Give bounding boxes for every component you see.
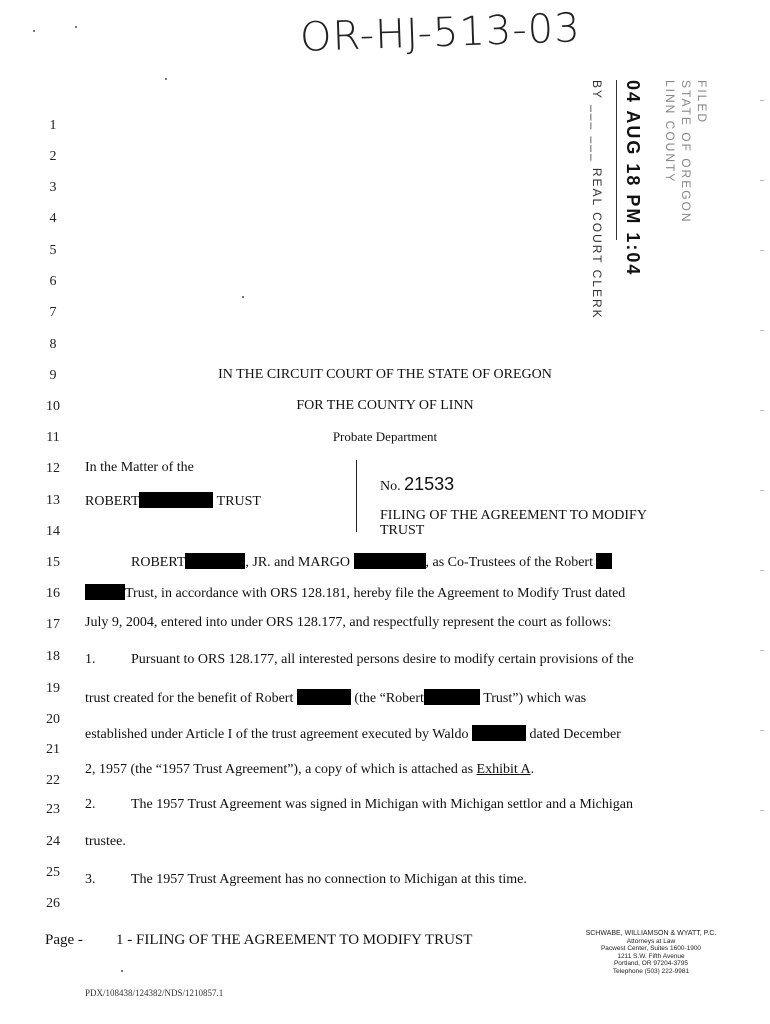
line-number: 14 <box>46 524 60 539</box>
firm-name: SCHWABE, WILLIAMSON & WYATT, P.C. <box>585 930 717 937</box>
line-number: 6 <box>49 274 57 289</box>
redaction-bar <box>354 553 426 569</box>
text-run: ROBERT <box>131 555 186 570</box>
body-line-15 <box>131 553 612 571</box>
paragraph-1-number: 1. <box>85 652 96 667</box>
scan-speck <box>165 78 167 80</box>
line-number: 15 <box>46 555 60 570</box>
court-county: FOR THE COUNTY OF LINN <box>296 398 474 413</box>
text-run: , as Co-Trustees of the Robert <box>425 555 593 570</box>
scan-artifact <box>760 810 764 811</box>
scan-artifact <box>760 650 764 651</box>
line-number: 26 <box>46 896 60 911</box>
redaction-bar <box>139 492 213 508</box>
firm-address-2: 1211 S.W. Fifth Avenue <box>617 952 685 960</box>
text-run: Trust”) which was <box>483 691 587 706</box>
scan-artifact <box>760 490 764 491</box>
case-number: 21533 <box>404 474 455 494</box>
redaction-bar <box>424 689 480 705</box>
line-number: 18 <box>46 649 60 664</box>
line-number: 12 <box>46 461 60 476</box>
stamp-filed-block <box>662 80 710 224</box>
redaction-bar <box>85 584 125 600</box>
case-number-block <box>380 474 454 495</box>
scan-artifact <box>760 730 764 731</box>
body-line-17: July 9, 2004, entered into under ORS 128.177, and respectfully represent the court as follows: <box>85 615 612 630</box>
scan-artifact <box>760 330 764 331</box>
page-label: Page - <box>45 932 83 948</box>
scan-artifact <box>760 410 764 411</box>
text-run: 2, 1957 (the “1957 Trust Agreement”), a copy of which is attached as <box>85 762 474 777</box>
text-run: . <box>530 762 535 777</box>
line-number: 9 <box>49 368 57 383</box>
stamp-bracket <box>606 80 617 240</box>
line-number: 11 <box>46 430 60 445</box>
text-run: Trust, in accordance with ORS 128.181, hereby file the Agreement to Modify Trust dated <box>125 586 626 601</box>
paragraph-2-line-1: The 1957 Trust Agreement was signed in Michigan with Michigan settlor and a Michigan <box>131 797 633 812</box>
line-number: 4 <box>49 211 57 226</box>
stamp-county: LINN COUNTY <box>663 80 677 184</box>
line-number: 10 <box>46 399 60 414</box>
caption-matter-of: In the Matter of the <box>85 460 194 475</box>
redaction-bar <box>297 689 351 705</box>
law-firm-block <box>576 930 726 975</box>
scan-artifact <box>760 570 764 571</box>
scan-speck <box>75 26 77 28</box>
line-number: 3 <box>49 180 57 195</box>
line-number: 1 <box>49 118 57 133</box>
paragraph-1-line-1: Pursuant to ORS 128.177, all interested persons desire to modify certain provisions of the <box>131 652 634 667</box>
stamp-clerk-line: BY ___ ___ REAL COURT CLERK <box>590 80 604 320</box>
line-number: 7 <box>49 305 57 320</box>
redaction-bar <box>185 553 245 569</box>
stamp-state: STATE OF OREGON <box>679 80 693 224</box>
paragraph-2-number: 2. <box>85 797 96 812</box>
paragraph-1-line-4 <box>85 762 534 778</box>
line-number: 19 <box>46 681 60 696</box>
paragraph-1-line-3 <box>85 725 621 743</box>
line-number: 17 <box>46 617 60 632</box>
stamp-date-time: 04 AUG 18 PM 1:04 <box>623 80 643 277</box>
paragraph-2-line-2: trustee. <box>85 834 126 849</box>
scan-speck <box>242 296 244 298</box>
line-number: 8 <box>49 337 57 352</box>
scan-artifact <box>760 180 764 181</box>
caption-matter-name <box>85 492 261 510</box>
line-number: 21 <box>46 742 60 757</box>
stamp-filed: FILED <box>695 80 709 125</box>
text-run: trust created for the benefit of Robert <box>85 691 294 706</box>
scan-artifact <box>760 250 764 251</box>
line-number: 5 <box>49 243 57 258</box>
redaction-bar <box>472 725 526 741</box>
caption-divider <box>356 460 357 532</box>
text-run: dated December <box>529 727 621 742</box>
case-number-label: No. <box>380 479 401 494</box>
scan-artifact <box>760 100 764 101</box>
line-number: 13 <box>46 493 60 508</box>
scan-speck <box>121 970 123 972</box>
body-line-16 <box>85 584 625 602</box>
text-run: , JR. and MARGO <box>245 555 351 570</box>
line-number: 16 <box>46 586 60 601</box>
caption-name-first: ROBERT <box>85 494 140 509</box>
caption-name-trust: TRUST <box>216 494 261 509</box>
document-id: PDX/108438/124382/NDS/1210857.1 <box>85 988 224 998</box>
redaction-bar <box>596 553 612 569</box>
line-number: 23 <box>46 802 60 817</box>
footer-title: 1 - FILING OF THE AGREEMENT TO MODIFY TRUST <box>116 932 473 948</box>
paragraph-3-number: 3. <box>85 872 96 887</box>
paragraph-1-line-2 <box>85 689 586 707</box>
filing-stamp <box>590 80 709 320</box>
paragraph-3-line-1: The 1957 Trust Agreement has no connection to Michigan at this time. <box>131 872 527 887</box>
line-number: 2 <box>49 149 57 164</box>
line-number: 25 <box>46 865 60 880</box>
line-number: 22 <box>46 773 60 788</box>
firm-phone: Telephone (503) 222-9981 <box>612 967 690 975</box>
text-run: established under Article I of the trust agreement executed by Waldo <box>85 727 469 742</box>
document-title-line2: TRUST <box>380 523 425 538</box>
handwritten-case-code: OR-HJ-513-03 <box>299 5 582 61</box>
line-number: 20 <box>46 712 60 727</box>
scan-speck <box>33 30 35 32</box>
firm-address-3: Portland, OR 97204-3795 <box>613 960 689 967</box>
line-number: 24 <box>46 834 60 849</box>
firm-address-1: Pacwest Center, Suites 1600-1900 <box>600 945 702 952</box>
document-title-line1: FILING OF THE AGREEMENT TO MODIFY <box>380 508 647 523</box>
firm-subtitle: Attorneys at Law <box>626 937 676 945</box>
exhibit-a-reference: Exhibit A <box>476 762 531 777</box>
court-department: Probate Department <box>332 429 438 444</box>
court-name: IN THE CIRCUIT COURT OF THE STATE OF OREGON <box>218 367 552 382</box>
text-run: (the “Robert <box>354 691 424 706</box>
